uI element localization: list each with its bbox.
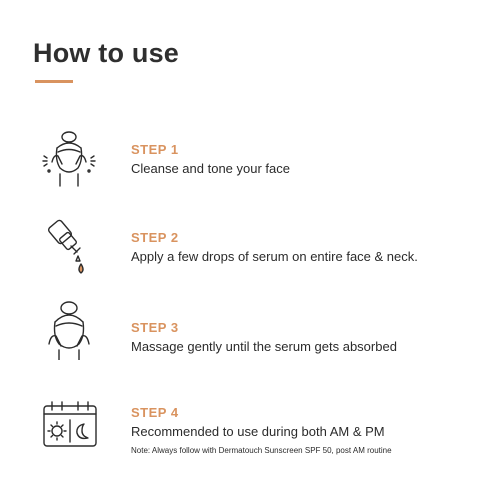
step-2 [0, 218, 500, 298]
step-3-text: Massage gently until the serum gets absorbed [131, 339, 397, 354]
title-underline [35, 80, 73, 83]
step-4-text: Recommended to use during both AM & PM [131, 424, 385, 439]
step-2-text: Apply a few drops of serum on entire face & neck. [131, 249, 418, 264]
face-massage-icon [38, 298, 100, 360]
serum-dropper-icon [38, 218, 100, 280]
step-4 [0, 396, 500, 476]
step-1-label: STEP 1 [131, 142, 179, 157]
step-4-label: STEP 4 [131, 405, 179, 420]
step-2-label: STEP 2 [131, 230, 179, 245]
face-wash-icon [38, 128, 100, 190]
step-1-text: Cleanse and tone your face [131, 161, 290, 176]
am-pm-calendar-icon [38, 396, 100, 458]
page-title: How to use [33, 38, 180, 68]
step-3 [0, 298, 500, 378]
step-4-note: Note: Always follow with Dermatouch Sunscreen SPF 50, post AM routine [131, 446, 392, 455]
step-3-label: STEP 3 [131, 320, 179, 335]
step-1 [0, 128, 500, 208]
